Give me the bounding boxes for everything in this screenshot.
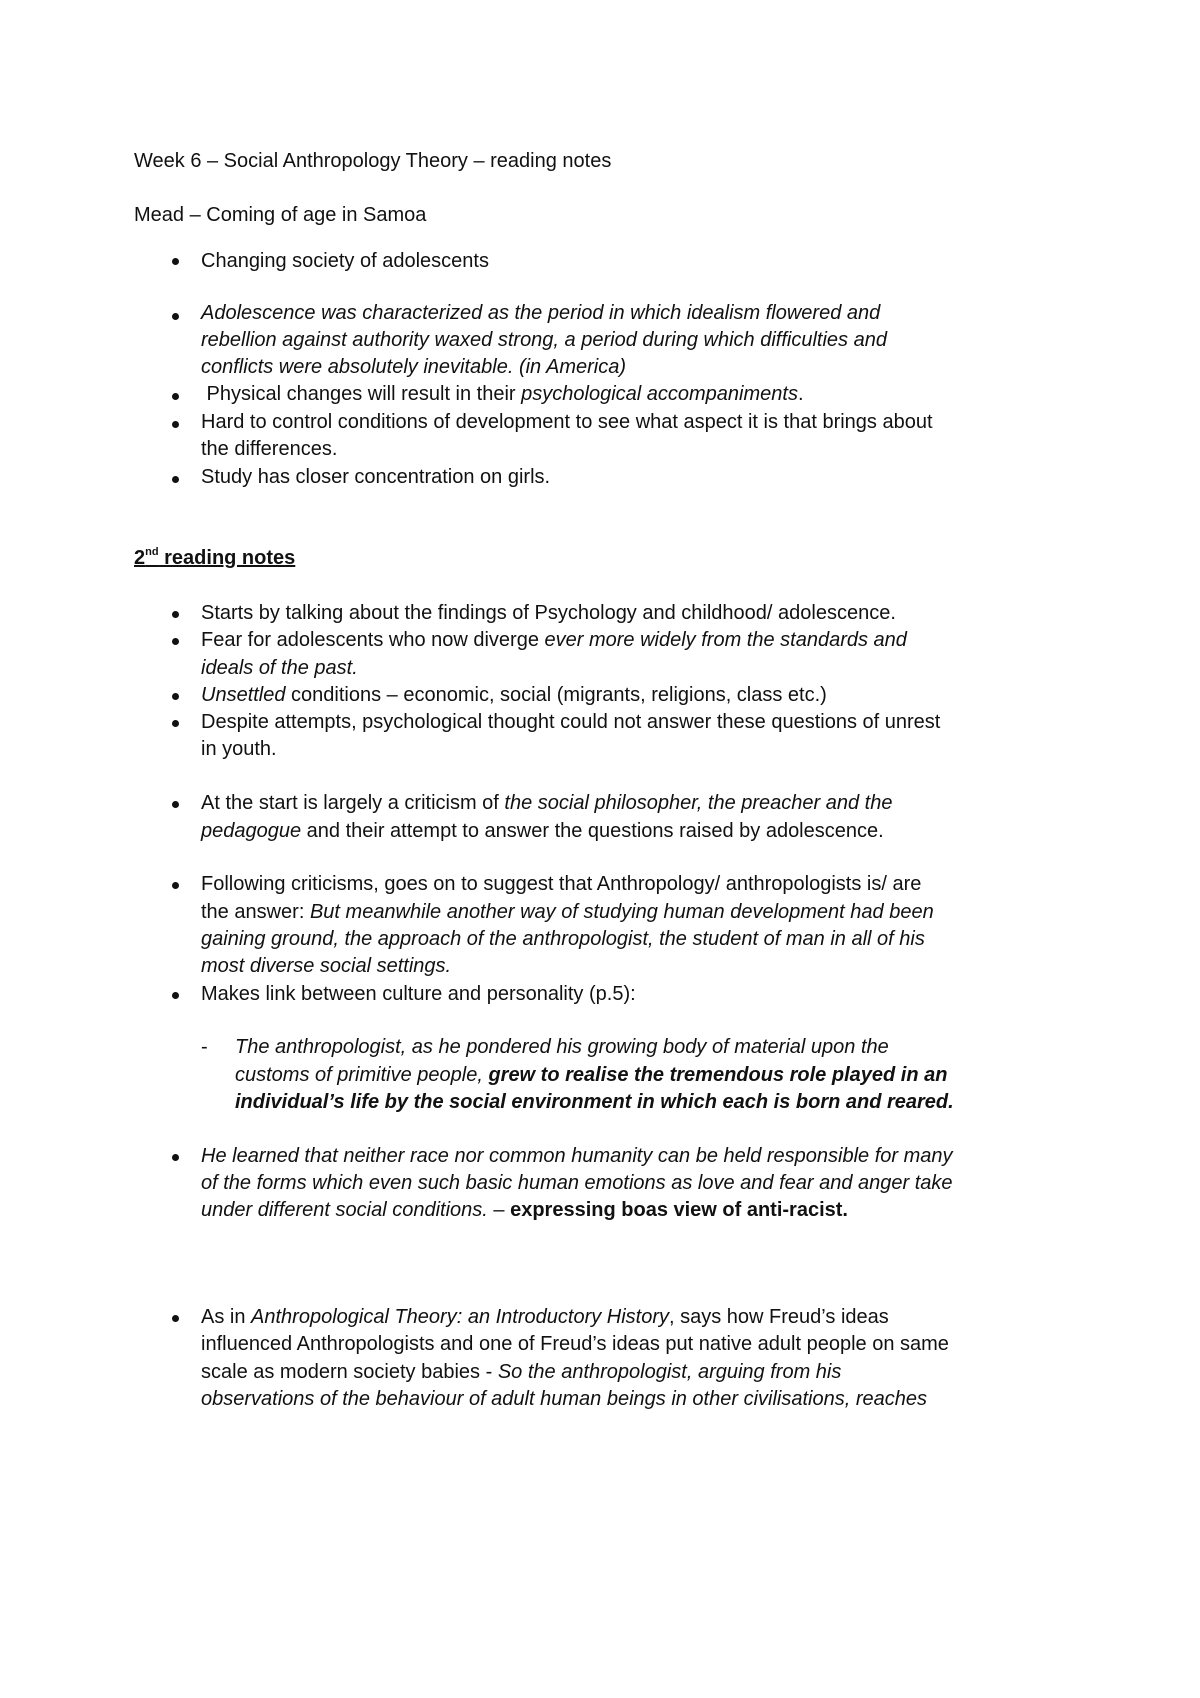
bullet-icon — [172, 882, 179, 889]
bullet-icon — [172, 693, 179, 700]
document-page: Week 6 – Social Anthropology Theory – reading notes Mead – Coming of age in Samoa Changing society of adolescents Adolescence was characterized as the period in which idealism flowered and rebellion against authority waxed strong, a period during which difficulties and conflicts were absolutely inevitable. (in America) Physical changes will result in their psychological accompaniments. Hard to control conditions of development to see what aspect it is that brings about the differences. Study has closer concentration on girls. 2nd reading notes Starts by talking about the findings of Psychology and childhood/ adolescence. Fear for adolescents who now diverge ever more widely from the standards and ideals of the past. Unsettled conditions – economic, social (migrants, religions, class etc.) Despite attempts, psychological thought could not answer these questions of unrest in youth. At the start is largely a criticism of the social philosopher, the preacher and the pedagogue and their attempt to answer the questions raised by adolescence. Following criticisms, goes on to suggest that Anthropology/ anthropologists is/ are the answer: But meanwhile another way of studying human development had been gaining ground, the approach of the anthropologist, the student of man in all of his most diverse social settings. Makes link between culture and personality (p.5): - The anthropologist, as he pondered his growing body of material upon the customs of primitive people, grew to realise the tremendous role played in an individual’s life by the social environment in which each is born and reared. He learned that neither race nor common humanity can be held responsible for many of the forms which even such basic human emotions as love and fear and anger take under different social conditions. – expressing boas view of anti-racist. As in Anthropological Theory: an Introductory History, says how Freud’s ideas influenced Anthropologists and one of Freud’s ideas put native adult people on same scale as modern society babies - So the anthropologist, arguing from his observations of the behaviour of adult human beings in other civilisations, reaches — [134, 150, 954, 1410]
bullet-icon — [172, 611, 179, 618]
bullet-icon — [172, 476, 179, 483]
bullet-icon — [172, 313, 179, 320]
bullet-icon — [172, 421, 179, 428]
bullet-icon — [172, 801, 179, 808]
bullet-icon — [172, 638, 179, 645]
bullet-icon — [172, 258, 179, 265]
bullet-icon — [172, 1315, 179, 1322]
document-title: Week 6 – Social Anthropology Theory – reading notes — [134, 150, 612, 172]
document-subtitle: Mead – Coming of age in Samoa — [134, 204, 427, 226]
bullet-icon — [172, 992, 179, 999]
bullet-icon — [172, 1154, 179, 1161]
bullet-icon — [172, 720, 179, 727]
bullet-icon — [172, 393, 179, 400]
dash-bullet: - — [201, 1036, 208, 1058]
